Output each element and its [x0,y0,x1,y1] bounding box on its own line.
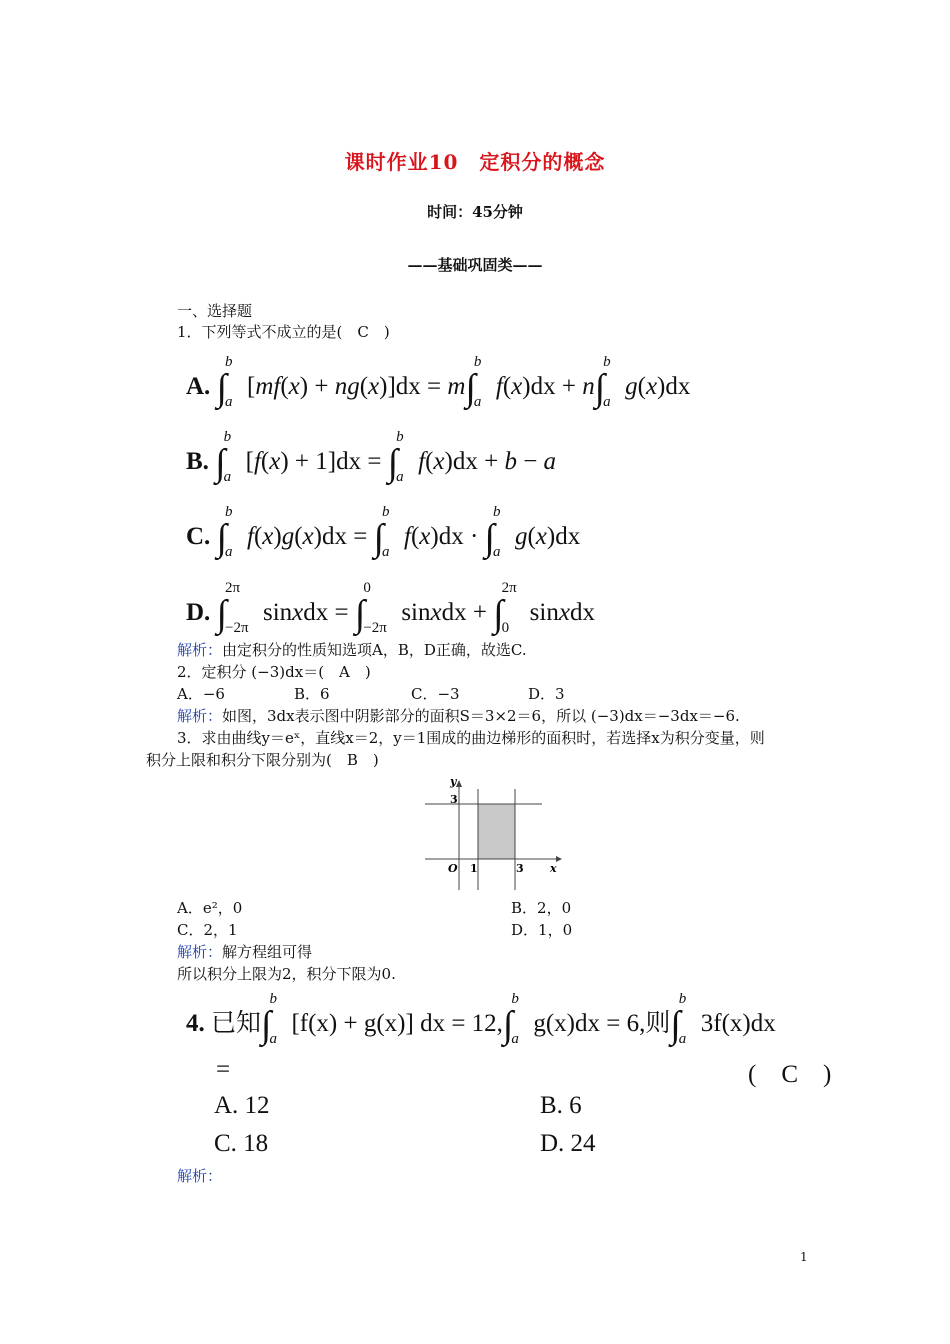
q4-option-d: D. 24 [540,1130,596,1157]
q3-conclusion: 所以积分上限为2，积分下限为0. [177,965,396,983]
q4-expr2: g(x)dx = 6, [533,1010,646,1037]
q3-stem-line2: 积分上限和积分下限分别为( B ) [146,751,379,769]
analysis-label: 解析： [177,641,223,659]
q3-graph [420,775,565,893]
q4-then: 则 [645,1010,671,1037]
q4-analysis-label: 解析： [177,1167,223,1185]
q2-stem: 2．定积分 (−3)dx＝( A ) [177,663,371,681]
y-label: y [450,775,457,788]
q4-equals: = [216,1056,231,1083]
q4-option-c: C. 18 [214,1130,269,1157]
analysis-text: 如图，3dx表示图中阴影部分的面积S＝3×2＝6，所以 (−3)dx＝−3dx＝−6. [222,707,740,725]
q4-stem: 4. 已知∫ b a [f(x) + g(x)] dx = 12,∫ b a g(x)dx = 6,则∫ b a 3f(x)dx [186,991,776,1048]
q1-option-b: B. ∫ b a [f(x) + 1]dx = ∫ b a f(x)dx + b − a [186,429,557,486]
analysis-text: 解方程组可得 [222,943,313,961]
section-heading: ——基础巩固类—— [407,256,543,274]
q2-option-a: A．−6 [177,685,225,703]
q4-expr3: 3f(x)dx [700,1010,776,1037]
q4-expr1: [f(x) + g(x)] dx = 12, [291,1010,503,1037]
q4-option-a: A. 12 [214,1092,270,1119]
q1-option-d: D. ∫ 2π −2π sinxdx = ∫ 0 −2π sinxdx + ∫ 2π 0 sinxdx [186,580,595,637]
q2-option-d: D．3 [528,685,565,703]
q1-option-a: A. ∫ b a [mf(x) + ng(x)]dx = m∫ b a f(x)dx + n∫ b a g(x)dx [186,354,691,411]
q2-option-b: B．6 [294,685,330,703]
time-limit: 时间：45分钟 [427,203,523,221]
shaded-region [478,804,515,859]
q3-option-a: A．e²，0 [177,899,243,917]
tick-x3: 3 [516,862,524,875]
analysis-label: 解析： [177,707,223,725]
q3-option-b: B．2，0 [511,899,572,917]
tick-y3: 3 [450,793,458,806]
q3-stem-line1: 3．求由曲线y＝eˣ，直线x＝2，y＝1围成的曲边梯形的面积时，若选择x为积分变量，则 [177,729,765,747]
q2-option-c: C．−3 [411,685,460,703]
page-title: 课时作业10 定积分的概念 [344,150,606,174]
x-label: x [550,862,557,875]
y-axis-arrow [456,780,462,787]
q3-option-d: D．1，0 [511,921,573,939]
origin-label: O [448,862,458,875]
q4-option-b: B. 6 [540,1092,582,1119]
x-axis-arrow [556,856,562,862]
q4-number: 4. [186,1010,205,1037]
q4-prefix: 已知 [211,1010,262,1037]
tick-x1: 1 [470,862,478,875]
q1-analysis [177,640,527,661]
page-number: 1 [800,1250,808,1264]
q3-option-c: C．2，1 [177,921,238,939]
part-heading: 一、选择题 [177,302,253,320]
q1-option-c: C. ∫ b a f(x)g(x)dx = ∫ b a f(x)dx · ∫ b a g(x)dx [186,504,581,561]
analysis-label: 解析： [177,943,223,961]
q3-analysis [177,942,312,963]
q2-analysis [177,706,740,727]
q1-stem: 1．下列等式不成立的是( C ) [177,323,390,341]
q4-answer: ( C ) [748,1061,832,1088]
analysis-text: 由定积分的性质知选项A，B，D正确，故选C. [222,641,527,659]
